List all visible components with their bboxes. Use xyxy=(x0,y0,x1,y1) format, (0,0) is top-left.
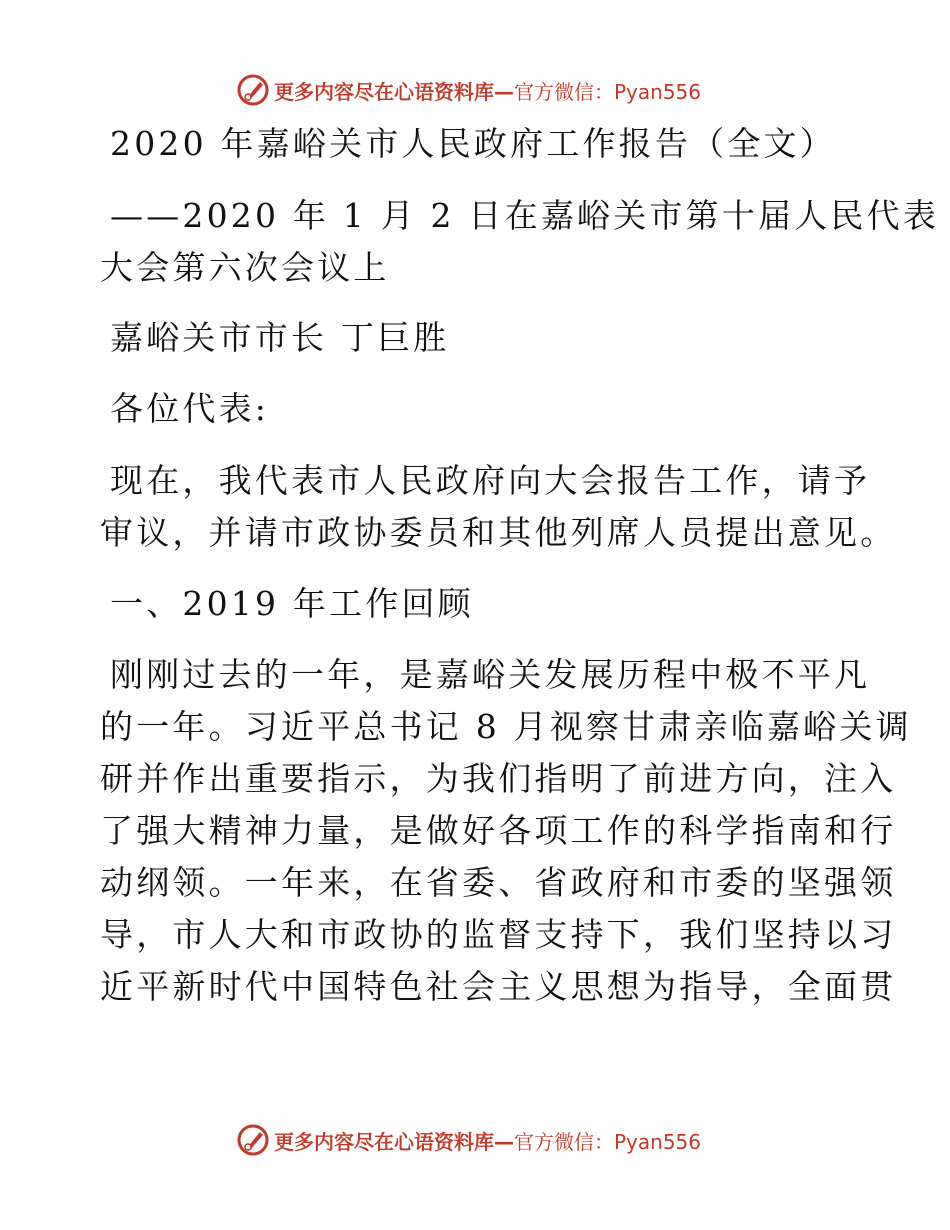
paragraph-line: 审议，并请市政协委员和其他列席人员提出意见。 xyxy=(100,513,897,552)
paragraph-line: 刚刚过去的一年，是嘉峪关发展历程中极不平凡 xyxy=(110,655,871,694)
paragraph-line: 导，市人大和市政协的监督支持下，我们坚持以习 xyxy=(100,915,897,954)
body-paragraph xyxy=(100,649,912,1013)
quill-logo-icon xyxy=(236,73,270,107)
intro-paragraph xyxy=(100,455,897,559)
document-subtitle xyxy=(100,190,940,294)
paragraph-line: 近平新时代中国特色社会主义思想为指导，全面贯 xyxy=(100,967,897,1006)
watermark-text: 更多内容尽在心语资料库—官方微信：Pyan556 xyxy=(274,79,702,104)
salutation: 各位代表: xyxy=(110,389,270,428)
paragraph-line: 的一年。习近平总书记 8 月视察甘肃亲临嘉峪关调 xyxy=(100,707,912,746)
section-heading: 一、2019 年工作回顾 xyxy=(110,584,474,623)
watermark-banner-top xyxy=(236,72,701,108)
subtitle-line: ——2020 年 1 月 2 日在嘉峪关市第十届人民代表 xyxy=(110,196,940,235)
quill-logo-icon xyxy=(236,1123,270,1157)
watermark-banner-bottom xyxy=(236,1122,701,1158)
document-title: 2020 年嘉峪关市人民政府工作报告（全文） xyxy=(110,124,836,163)
paragraph-line: 动纲领。一年来，在省委、省政府和市委的坚强领 xyxy=(100,863,897,902)
paragraph-line: 研并作出重要指示，为我们指明了前进方向，注入 xyxy=(100,759,897,798)
subtitle-line: 大会第六次会议上 xyxy=(100,248,390,287)
paragraph-line: 现在，我代表市人民政府向大会报告工作，请予 xyxy=(110,461,871,500)
document-body xyxy=(100,118,940,1030)
watermark-text: 更多内容尽在心语资料库—官方微信：Pyan556 xyxy=(274,1129,702,1154)
paragraph-line: 了强大精神力量，是做好各项工作的科学指南和行 xyxy=(100,811,897,850)
document-author: 嘉峪关市市长 丁巨胜 xyxy=(110,318,450,357)
